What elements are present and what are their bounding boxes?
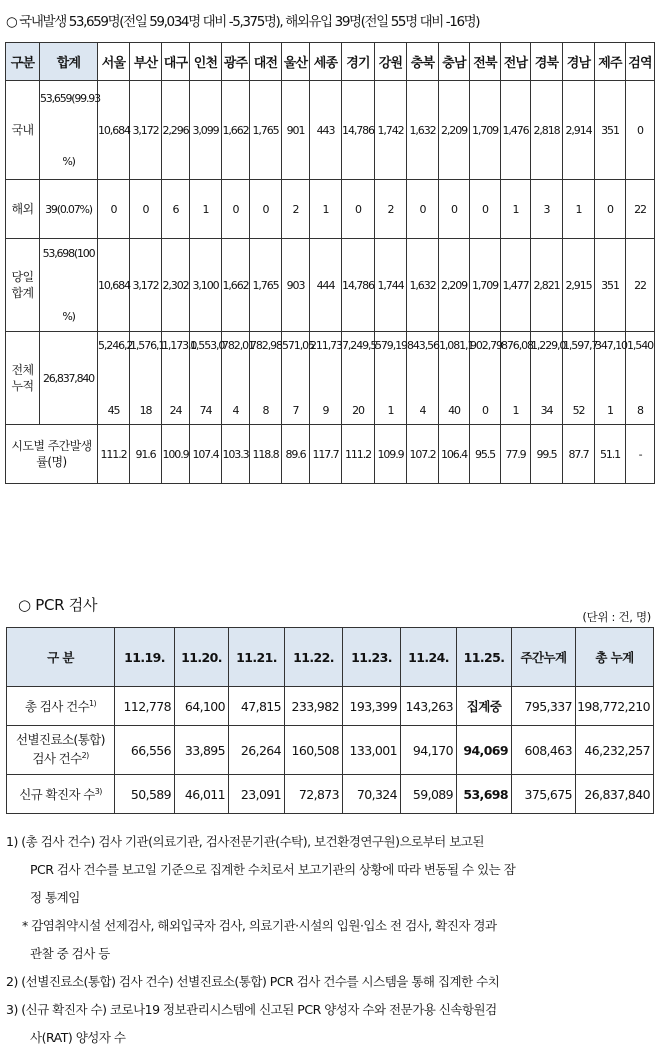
cell-top: 1,229,0 (531, 339, 566, 352)
table-cell: 143,263 (401, 687, 457, 726)
table-cell: 375,675 (512, 775, 576, 814)
table-cell: 70,324 (343, 775, 401, 814)
table-cell: 351 (595, 81, 626, 180)
table-cell: 66,556 (115, 726, 175, 775)
header-row (7, 628, 654, 687)
row-total-top: 53,698(100 (42, 247, 95, 260)
table-row-total-tests (7, 687, 654, 726)
table-cell: 64,100 (175, 687, 229, 726)
header-cell: 11.19. (115, 628, 175, 687)
cell-bottom: 4 (419, 404, 426, 417)
table-cell: 3,100 (190, 239, 222, 332)
cell-bottom: 1 (607, 404, 613, 417)
cell-bottom: 4 (232, 404, 239, 417)
cell-top: 1,597,7 (563, 339, 598, 352)
table-cell: 집계중 (457, 687, 512, 726)
footnote-3-line-1: 3) (신규 확진자 수) 코로나19 정보관리시스템에 신고된 PCR 양성자 수와 전문가용 신속항원검 (6, 1002, 497, 1017)
table-cell: 0 (130, 180, 162, 239)
row-label: 당일 합계 (6, 239, 40, 332)
table-cell: 2,209 (439, 239, 470, 332)
table-cell: 2 (375, 180, 407, 239)
table-cell: 94,069 (457, 726, 512, 775)
table-cell: 46,011 (175, 775, 229, 814)
table-row-daily-total (6, 239, 655, 332)
header-cell: 경북 (531, 43, 563, 81)
row-label: 전체 누적 (6, 332, 40, 425)
table-cell: 1,742 (375, 81, 407, 180)
table-cell: 103.3 (222, 425, 250, 484)
table-cell (98, 332, 133, 425)
table-cell: 2,209 (439, 81, 470, 180)
table-cell (531, 332, 566, 425)
pcr-section-title: ○ PCR 검사 (18, 596, 98, 614)
cell-top: 347,10 (595, 339, 627, 352)
row-label (7, 687, 115, 726)
table-cell: 1 (310, 180, 342, 239)
table-cell: 95.5 (470, 425, 501, 484)
table-cell (595, 332, 626, 425)
table-cell: 77.9 (501, 425, 531, 484)
table-cell: 46,232,257 (576, 726, 654, 775)
table-cell: 72,873 (285, 775, 343, 814)
table-cell: 26,264 (229, 726, 285, 775)
cell-bottom: 7 (292, 404, 299, 417)
header-cell: 11.21. (229, 628, 285, 687)
cell-bottom: 45 (107, 404, 120, 417)
table-cell: 106.4 (439, 425, 470, 484)
cell-top: 876,08 (501, 339, 533, 352)
cell-bottom: 20 (352, 404, 364, 417)
table-cell: 1 (501, 180, 531, 239)
table-cell (470, 332, 501, 425)
header-cell: 주간누계 (512, 628, 576, 687)
footnote-mark: 2) (81, 751, 89, 761)
table-cell: 94,170 (401, 726, 457, 775)
row-total (40, 81, 98, 180)
table-cell: 3,099 (190, 81, 222, 180)
table-cell: 160,508 (285, 726, 343, 775)
table-cell: 233,982 (285, 687, 343, 726)
table-cell: 10,684 (98, 239, 130, 332)
cell-bottom: 9 (322, 404, 329, 417)
table-cell: 3,172 (130, 239, 162, 332)
table-cell: 1,662 (222, 239, 250, 332)
table-cell (342, 332, 375, 425)
table-cell: 47,815 (229, 687, 285, 726)
table-row-cumulative (6, 332, 655, 425)
cell-top: 211,73 (310, 339, 342, 352)
table-cell (190, 332, 225, 425)
table-cell: 50,589 (115, 775, 175, 814)
row-total (40, 239, 98, 332)
unit-label: (단위 : 건, 명) (582, 610, 651, 624)
header-cell: 11.23. (343, 628, 401, 687)
header-cell: 11.20. (175, 628, 229, 687)
header-cell: 울산 (282, 43, 310, 81)
header-row (6, 43, 655, 81)
row-label: 해외 (6, 180, 40, 239)
table-cell: 2,915 (563, 239, 595, 332)
table-cell: 901 (282, 81, 310, 180)
cell-top: 1,173,0 (162, 339, 197, 352)
header-cell: 11.22. (285, 628, 343, 687)
table-cell: 14,786 (342, 239, 375, 332)
footnote-1-line-3: 정 통계임 (30, 890, 80, 905)
table-cell: 1,662 (222, 81, 250, 180)
table-cell: 903 (282, 239, 310, 332)
table-cell: 1,765 (250, 81, 282, 180)
table-cell (439, 332, 474, 425)
cell-bottom: 40 (448, 404, 460, 417)
table-cell (162, 332, 197, 425)
header-cell: 합계 (40, 43, 98, 81)
table-cell: 193,399 (343, 687, 401, 726)
regional-cases-table (5, 42, 655, 484)
table-cell: 444 (310, 239, 342, 332)
cell-top: 571,05 (282, 339, 314, 352)
table-cell: 53,698 (457, 775, 512, 814)
cell-top: 782,98 (250, 339, 282, 352)
table-cell (250, 332, 282, 425)
table-cell (130, 332, 165, 425)
cell-top: 1,553,0 (190, 339, 225, 352)
header-cell: 총 누계 (576, 628, 654, 687)
cell-bottom: 1 (512, 404, 519, 417)
cell-top: 579,19 (375, 339, 407, 352)
table-cell: 10,684 (98, 81, 130, 180)
domestic-cases-title: ○ 국내발생 53,659명(전일 59,034명 대비 -5,375명), 해외유입 39명(전일 55명 대비 -16명) (6, 14, 480, 30)
cell-top: 1,576,1 (130, 339, 165, 352)
table-cell: 107.4 (190, 425, 222, 484)
cell-top: 782,01 (222, 339, 254, 352)
row-label (7, 775, 115, 814)
table-cell: - (626, 425, 655, 484)
table-cell: 6 (162, 180, 190, 239)
table-cell: 0 (342, 180, 375, 239)
cell-top: 1,081,1 (439, 339, 474, 352)
footnote-1-sub-line-2: 관찰 중 검사 등 (30, 946, 110, 961)
header-cell: 구분 (6, 43, 40, 81)
table-cell: 0 (222, 180, 250, 239)
table-cell: 198,772,210 (576, 687, 654, 726)
header-cell: 전남 (501, 43, 531, 81)
header-cell: 경남 (563, 43, 595, 81)
cell-bottom: 74 (199, 404, 212, 417)
table-cell: 133,001 (343, 726, 401, 775)
table-cell: 2,818 (531, 81, 563, 180)
header-cell: 전북 (470, 43, 501, 81)
header-cell: 경기 (342, 43, 375, 81)
table-cell (407, 332, 439, 425)
table-cell: 59,089 (401, 775, 457, 814)
header-cell: 세종 (310, 43, 342, 81)
table-cell: 22 (626, 239, 655, 332)
table-row-new-cases (7, 775, 654, 814)
row-total: 39(0.07%) (40, 180, 98, 239)
table-cell: 1,744 (375, 239, 407, 332)
header-cell: 광주 (222, 43, 250, 81)
table-cell: 118.8 (250, 425, 282, 484)
table-row-overseas (6, 180, 655, 239)
header-cell: 검역 (626, 43, 655, 81)
table-cell: 1,632 (407, 81, 439, 180)
table-cell (375, 332, 407, 425)
row-label (7, 726, 115, 775)
row-total-bottom: %) (62, 310, 75, 323)
table-cell: 0 (626, 81, 655, 180)
table-cell: 1,709 (470, 81, 501, 180)
table-cell (282, 332, 314, 425)
header-cell: 대구 (162, 43, 190, 81)
header-cell: 11.24. (401, 628, 457, 687)
table-cell: 2,914 (563, 81, 595, 180)
header-cell: 제주 (595, 43, 626, 81)
table-cell: 100.9 (162, 425, 190, 484)
footnote-1-line-2: PCR 검사 건수를 보고일 기준으로 집계한 수치로서 보고기관의 상황에 따라 변동될 수 있는 잠 (30, 862, 516, 877)
table-cell: 2 (282, 180, 310, 239)
table-cell (222, 332, 254, 425)
cell-bottom: 34 (540, 404, 553, 417)
table-cell: 0 (98, 180, 130, 239)
table-cell: 1,709 (470, 239, 501, 332)
table-cell: 0 (439, 180, 470, 239)
header-cell: 구 분 (7, 628, 115, 687)
table-cell: 2,296 (162, 81, 190, 180)
table-cell: 443 (310, 81, 342, 180)
table-cell: 3 (531, 180, 563, 239)
table-cell: 99.5 (531, 425, 563, 484)
table-row-weekly-rate (6, 425, 655, 484)
footnote-3-line-2: 사(RAT) 양성자 수 (30, 1030, 126, 1045)
table-cell (310, 332, 342, 425)
cell-bottom: 52 (572, 404, 585, 417)
table-cell: 1,632 (407, 239, 439, 332)
row-label: 국내 (6, 81, 40, 180)
table-cell: 1,476 (501, 81, 531, 180)
header-cell: 부산 (130, 43, 162, 81)
header-cell: 11.25. (457, 628, 512, 687)
table-cell: 1 (190, 180, 222, 239)
header-cell: 서울 (98, 43, 130, 81)
table-cell: 2,302 (162, 239, 190, 332)
cell-top: 5,246,2 (98, 339, 133, 352)
footnote-mark: 1) (89, 699, 97, 709)
footnote-1-sub-line-1: * 감염취약시설 선제검사, 해외입국자 검사, 의료기관·시설의 입원·입소 전 검사, 확진자 경과 (22, 918, 497, 933)
header-cell: 대전 (250, 43, 282, 81)
header-cell: 충북 (407, 43, 439, 81)
table-cell: 26,837,840 (576, 775, 654, 814)
table-cell: 87.7 (563, 425, 595, 484)
table-cell: 51.1 (595, 425, 626, 484)
table-cell: 109.9 (375, 425, 407, 484)
table-cell: 107.2 (407, 425, 439, 484)
table-cell (563, 332, 598, 425)
row-label-text: 선별진료소(통합) 검사 건수 (16, 732, 105, 767)
header-cell: 충남 (439, 43, 470, 81)
table-cell: 351 (595, 239, 626, 332)
table-cell: 0 (407, 180, 439, 239)
table-row-screening-tests (7, 726, 654, 775)
row-label-text: 총 검사 건수 (24, 699, 90, 715)
cell-bottom: 0 (482, 404, 488, 417)
row-total-bottom: %) (62, 155, 75, 168)
table-cell: 1,765 (250, 239, 282, 332)
cell-top: 902,79 (470, 339, 502, 352)
table-row-domestic (6, 81, 655, 180)
footnote-2: 2) (선별진료소(통합) 검사 건수) 선별진료소(통합) PCR 검사 건수를 시스템을 통해 집계한 수치 (6, 974, 500, 989)
table-cell: 23,091 (229, 775, 285, 814)
table-cell: 1 (563, 180, 595, 239)
table-cell: 33,895 (175, 726, 229, 775)
table-cell: 608,463 (512, 726, 576, 775)
table-cell: 3,172 (130, 81, 162, 180)
footnote-mark: 3) (94, 787, 102, 797)
table-cell: 111.2 (342, 425, 375, 484)
cell-bottom: 24 (169, 404, 182, 417)
header-cell: 강원 (375, 43, 407, 81)
table-cell (501, 332, 531, 425)
footnotes (6, 828, 654, 1052)
cell-bottom: 1 (387, 404, 394, 417)
header-cell: 인천 (190, 43, 222, 81)
table-cell: 1,477 (501, 239, 531, 332)
row-total-top: 53,659(99.93 (40, 92, 100, 105)
table-cell (626, 332, 655, 425)
table-cell: 0 (595, 180, 626, 239)
table-cell: 795,337 (512, 687, 576, 726)
row-label: 시도별 주간발생률(명) (6, 425, 98, 484)
row-label-text: 신규 확진자 수 (19, 787, 95, 803)
table-cell: 89.6 (282, 425, 310, 484)
table-cell: 14,786 (342, 81, 375, 180)
cell-bottom: 8 (262, 404, 269, 417)
table-cell: 2,821 (531, 239, 563, 332)
row-total: 26,837,840 (40, 332, 98, 425)
table-cell: 0 (470, 180, 501, 239)
table-cell: 111.2 (98, 425, 130, 484)
table-cell: 91.6 (130, 425, 162, 484)
cell-top: 7,249,5 (342, 339, 377, 352)
table-cell: 22 (626, 180, 655, 239)
cell-bottom: 18 (139, 404, 152, 417)
cell-top: 843,56 (407, 339, 439, 352)
pcr-test-table (6, 627, 654, 814)
table-cell: 112,778 (115, 687, 175, 726)
table-cell: 117.7 (310, 425, 342, 484)
table-cell: 0 (250, 180, 282, 239)
footnote-1-line-1: 1) (총 검사 건수) 검사 기관(의료기관, 검사전문기관(수탁), 보건환경연구원)으로부터 보고된 (6, 834, 484, 849)
cell-bottom: 8 (637, 404, 643, 417)
cell-top: 1,540 (627, 339, 653, 352)
